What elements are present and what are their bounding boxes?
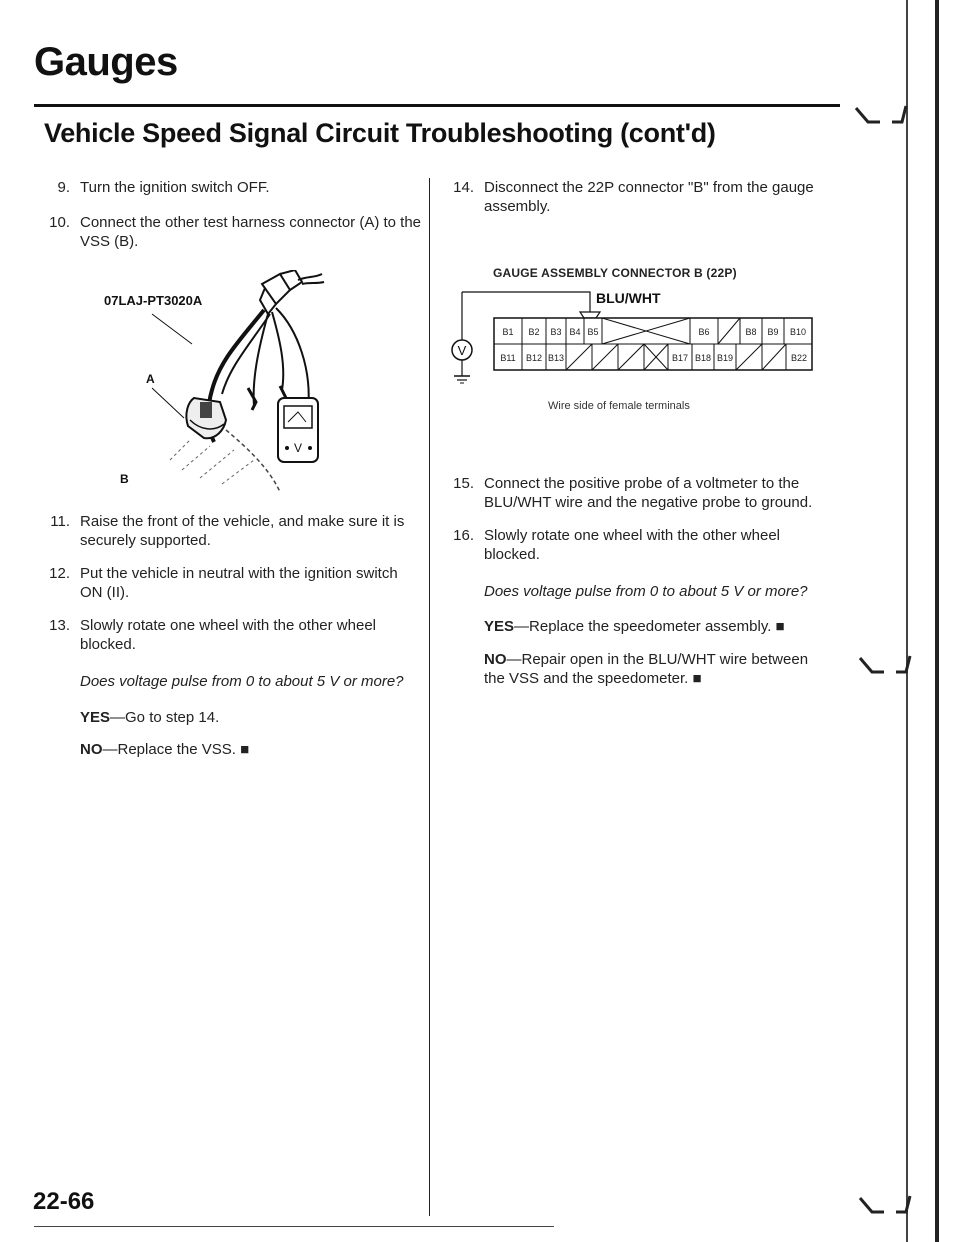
no-result-left [80,740,425,759]
ground-symbol-icon [454,376,470,383]
step-number: 13. [49,617,70,634]
end-mark-icon: ■ [688,670,702,687]
step-text: assembly. [484,198,551,215]
dash: — [506,651,522,668]
connector-title: GAUGE ASSEMBLY CONNECTOR B (22P) [493,266,737,280]
end-mark-icon: ■ [771,618,785,635]
yes-result-right [484,617,864,636]
page-title: Gauges [34,40,178,84]
pin-label: B6 [698,327,710,337]
vss-sensor [170,398,280,492]
pin-label: B22 [790,353,808,363]
no-result-right [484,650,864,669]
end-mark-icon: ■ [235,741,250,758]
step-number: 12. [49,565,70,582]
step-text: blocked. [80,636,136,653]
step-9 [40,178,420,198]
step-number: 10. [49,214,70,231]
step-12 [40,564,425,604]
column-divider [429,178,430,1216]
section-title: Vehicle Speed Signal Circuit Troubleshooting (cont'd) [44,118,716,148]
step-text: VSS (B). [80,233,139,250]
question-right: Does voltage pulse from 0 to about 5 V or more? [484,583,808,600]
step-text: BLU/WHT wire and the negative probe to ground. [484,494,813,511]
step-text: ON (II). [80,584,130,601]
pin-label: B4 [569,327,581,337]
step-number: 15. [453,475,474,492]
wire-side-caption: Wire side of female terminals [548,400,690,412]
tool-number-label: 07LAJ-PT3020A [104,293,203,308]
yes-result-left [80,708,425,727]
no-text: Replace the VSS. [117,741,236,758]
pin-label: B11 [500,353,516,363]
step-11 [40,512,425,552]
dash: — [102,741,118,758]
no-text: Repair open in the BLU/WHT wire between [521,651,809,668]
pin-label: B1 [502,327,514,337]
step-number: 16. [453,527,474,544]
step-number: 14. [453,179,474,196]
yes-text: Replace the speedometer assembly. [529,618,772,635]
step-text: Put the vehicle in neutral with the ignition switch [80,565,398,582]
step-text: Slowly rotate one wheel with the other wheel [80,617,377,634]
step-text: Disconnect the 22P connector "B" from the gauge [484,179,814,196]
yes-label: YES [484,618,515,635]
wire-color-label: BLU/WHT [596,290,661,306]
no-label: NO [484,651,507,668]
label-b: B [120,472,129,486]
step-number: 11. [50,513,70,530]
no-text: the VSS and the speedometer. [484,670,689,687]
pin-label: B13 [547,353,565,363]
pin-label: B9 [767,327,779,337]
title-rule [34,104,840,107]
pin-label: B8 [745,327,757,337]
voltmeter-symbol: V [457,343,467,358]
pin-label: B3 [550,327,562,337]
step-text: Turn the ignition switch OFF. [80,179,270,196]
pin-label: B19 [716,353,734,363]
no-result-right-cont [484,669,864,688]
step-text: Raise the front of the vehicle, and make sure it is [80,513,405,530]
question-left: Does voltage pulse from 0 to about 5 V or more? [80,673,404,690]
dash: — [514,618,530,635]
step-number: 9. [57,179,70,196]
pin-label: B12 [525,353,543,363]
step-14 [444,178,864,218]
pin-label: B5 [587,327,599,337]
footer-rule [34,1226,554,1227]
step-text: securely supported. [80,532,211,549]
svg-text:V: V [293,441,303,455]
yes-text: Go to step 14. [125,709,220,726]
step-13 [40,616,425,656]
pin-label: B10 [789,327,807,337]
step-text: Connect the positive probe of a voltmeter to the [484,475,800,492]
dash: — [110,709,126,726]
step-16 [444,526,864,566]
page-number: 22-66 [33,1188,95,1215]
step-10 [40,213,420,253]
pin-label: B2 [528,327,540,337]
step-15 [444,474,864,514]
voltmeter-icon [278,398,318,462]
yes-label: YES [80,709,111,726]
pin-label: B17 [671,353,689,363]
step-text: Connect the other test harness connector (A) to the [80,214,422,231]
harness-connector-top [260,270,324,314]
label-a: A [146,372,155,386]
step-text: blocked. [484,546,540,563]
no-label: NO [80,741,103,758]
step-text: Slowly rotate one wheel with the other wheel [484,527,781,544]
pin-label: B18 [694,353,712,363]
probe-tip-icon [580,312,600,318]
